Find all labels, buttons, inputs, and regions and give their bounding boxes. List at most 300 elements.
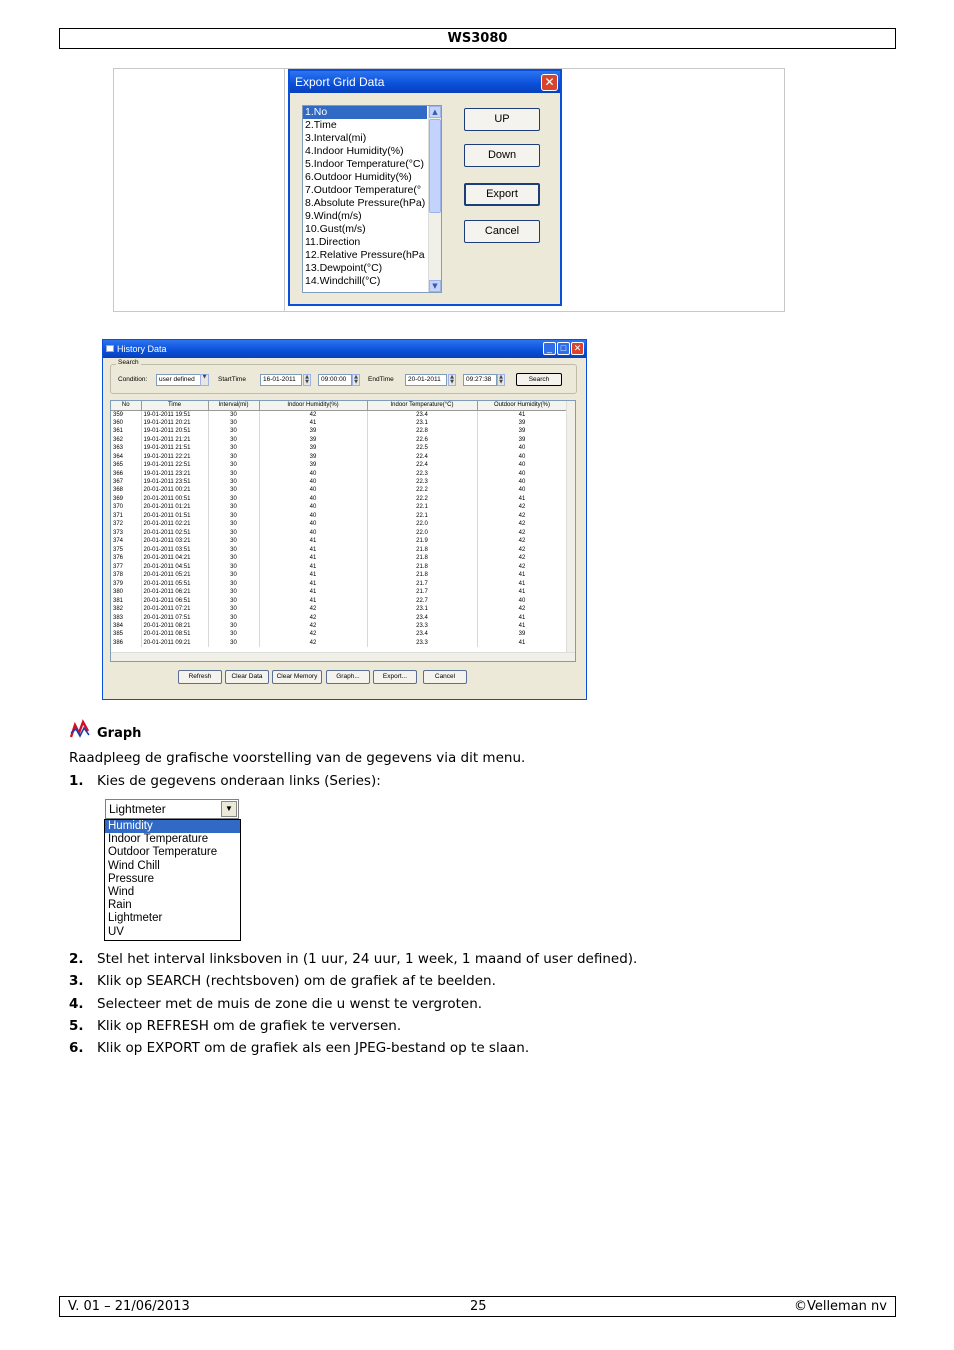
table-cell: 378 bbox=[111, 571, 141, 579]
table-cell: 371 bbox=[111, 512, 141, 520]
table-cell: 40 bbox=[259, 520, 367, 528]
maximize-icon[interactable]: □ bbox=[557, 342, 570, 355]
table-row[interactable] bbox=[111, 613, 567, 621]
series-option[interactable]: Humidity bbox=[105, 820, 240, 833]
table-cell: 20-01-2011 07:21 bbox=[141, 605, 208, 613]
table-cell: 377 bbox=[111, 562, 141, 570]
table-cell: 30 bbox=[208, 562, 259, 570]
table-row[interactable] bbox=[111, 486, 567, 494]
table-cell: 368 bbox=[111, 486, 141, 494]
table-cell: 30 bbox=[208, 495, 259, 503]
table-cell: 41 bbox=[259, 579, 367, 587]
table-cell: 39 bbox=[477, 419, 567, 427]
table-cell: 42 bbox=[259, 630, 367, 638]
table-cell: 30 bbox=[208, 630, 259, 638]
table-cell: 23.3 bbox=[367, 622, 477, 630]
field-list-item[interactable]: 1.No bbox=[303, 106, 427, 119]
table-cell: 20-01-2011 01:21 bbox=[141, 503, 208, 511]
table-row[interactable] bbox=[111, 605, 567, 613]
field-list-item[interactable]: 14.Windchill(°C) bbox=[305, 275, 381, 287]
table-row[interactable] bbox=[111, 562, 567, 570]
table-cell: 382 bbox=[111, 605, 141, 613]
end-time-value: 09:27:38 bbox=[466, 376, 492, 383]
table-cell: 21.8 bbox=[367, 554, 477, 562]
table-cell: 21.8 bbox=[367, 562, 477, 570]
end-date-value: 20-01-2011 bbox=[408, 376, 441, 383]
table-cell: 20-01-2011 05:21 bbox=[141, 571, 208, 579]
search-group bbox=[110, 359, 577, 394]
table-cell: 42 bbox=[259, 639, 367, 647]
table-cell: 42 bbox=[477, 605, 567, 613]
history-title: History Data bbox=[117, 344, 167, 354]
table-row[interactable] bbox=[111, 461, 567, 469]
series-option[interactable]: Outdoor Temperature bbox=[108, 846, 218, 859]
table-cell: 22.8 bbox=[367, 427, 477, 435]
table-cell: 30 bbox=[208, 537, 259, 545]
table-cell: 30 bbox=[208, 622, 259, 630]
search-button[interactable]: Search bbox=[516, 373, 562, 386]
table-cell: 364 bbox=[111, 452, 141, 460]
table-cell: 30 bbox=[208, 605, 259, 613]
table-cell: 363 bbox=[111, 444, 141, 452]
table-cell: 19-01-2011 20:21 bbox=[141, 419, 208, 427]
table-row[interactable] bbox=[111, 579, 567, 587]
export-grid-dialog bbox=[288, 69, 562, 306]
down-button[interactable]: Down bbox=[464, 144, 540, 167]
table-cell: 40 bbox=[259, 478, 367, 486]
table-cell: 22.1 bbox=[367, 503, 477, 511]
step-number: 2. bbox=[69, 951, 84, 967]
table-cell: 30 bbox=[208, 529, 259, 537]
table-cell: 19-01-2011 22:21 bbox=[141, 452, 208, 460]
column-header[interactable]: Outdoor Humidity(%) bbox=[477, 401, 567, 410]
table-row[interactable] bbox=[111, 520, 567, 528]
table-cell: 361 bbox=[111, 427, 141, 435]
minimize-icon[interactable]: _ bbox=[543, 342, 556, 355]
close-icon[interactable]: ✕ bbox=[541, 74, 558, 91]
table-cell: 386 bbox=[111, 639, 141, 647]
table-cell: 19-01-2011 22:51 bbox=[141, 461, 208, 469]
table-cell: 42 bbox=[477, 554, 567, 562]
step-text: Kies de gegevens onderaan links (Series): bbox=[97, 773, 381, 789]
step-number: 6. bbox=[69, 1040, 84, 1056]
field-list-item[interactable]: 10.Gust(m/s) bbox=[305, 223, 366, 235]
footer-page-number: 25 bbox=[470, 1299, 487, 1314]
table-cell: 21.9 bbox=[367, 537, 477, 545]
field-list-item[interactable]: 8.Absolute Pressure(hPa) bbox=[305, 197, 426, 209]
field-list-item[interactable]: 6.Outdoor Humidity(%) bbox=[305, 171, 412, 183]
table-cell: 19-01-2011 21:51 bbox=[141, 444, 208, 452]
table-cell: 20-01-2011 00:51 bbox=[141, 495, 208, 503]
table-cell: 20-01-2011 04:21 bbox=[141, 554, 208, 562]
table-cell: 30 bbox=[208, 503, 259, 511]
table-cell: 39 bbox=[477, 435, 567, 443]
table-row[interactable] bbox=[111, 410, 567, 419]
table-cell: 19-01-2011 21:21 bbox=[141, 435, 208, 443]
table-cell: 41 bbox=[477, 410, 567, 419]
series-option[interactable]: Lightmeter bbox=[108, 912, 163, 925]
export-button[interactable]: Export... bbox=[373, 670, 417, 684]
table-cell: 30 bbox=[208, 435, 259, 443]
table-cell: 20-01-2011 02:51 bbox=[141, 529, 208, 537]
step-number: 1. bbox=[69, 773, 84, 789]
table-cell: 42 bbox=[477, 520, 567, 528]
section-intro: Raadpleeg de grafische voorstelling van de gegevens via dit menu. bbox=[69, 750, 526, 766]
table-cell: 30 bbox=[208, 444, 259, 452]
step-text: Stel het interval linksboven in (1 uur, 24 uur, 1 week, 1 maand of user defined). bbox=[97, 951, 638, 967]
field-list-item[interactable]: 9.Wind(m/s) bbox=[305, 210, 362, 222]
table-cell: 42 bbox=[259, 605, 367, 613]
scroll-up-icon[interactable]: ▲ bbox=[429, 106, 441, 118]
table-cell: 366 bbox=[111, 469, 141, 477]
table-cell: 40 bbox=[259, 503, 367, 511]
table-cell: 362 bbox=[111, 435, 141, 443]
table-cell: 42 bbox=[477, 537, 567, 545]
table-cell: 30 bbox=[208, 410, 259, 419]
step-text: Klik op REFRESH om de grafiek te verversen. bbox=[97, 1018, 402, 1034]
table-cell: 42 bbox=[259, 622, 367, 630]
table-cell: 30 bbox=[208, 596, 259, 604]
step-number: 4. bbox=[69, 996, 84, 1012]
table-cell: 30 bbox=[208, 571, 259, 579]
table-cell: 384 bbox=[111, 622, 141, 630]
table-cell: 21.7 bbox=[367, 579, 477, 587]
table-cell: 40 bbox=[259, 512, 367, 520]
table-cell: 42 bbox=[477, 546, 567, 554]
table-cell: 30 bbox=[208, 546, 259, 554]
table-cell: 22.2 bbox=[367, 486, 477, 494]
column-header[interactable]: Interval(mi) bbox=[208, 401, 259, 410]
grid-vertical-scrollbar[interactable] bbox=[566, 401, 575, 654]
table-cell: 22.6 bbox=[367, 435, 477, 443]
table-cell: 30 bbox=[208, 512, 259, 520]
close-icon[interactable]: ✕ bbox=[571, 342, 584, 355]
table-cell: 41 bbox=[259, 562, 367, 570]
table-cell: 19-01-2011 23:51 bbox=[141, 478, 208, 486]
export-button[interactable]: Export bbox=[464, 183, 540, 206]
table-cell: 42 bbox=[259, 613, 367, 621]
table-cell: 374 bbox=[111, 537, 141, 545]
table-cell: 21.7 bbox=[367, 588, 477, 596]
table-cell: 373 bbox=[111, 529, 141, 537]
chevron-down-icon[interactable]: ▼ bbox=[200, 374, 209, 386]
table-cell: 20-01-2011 07:51 bbox=[141, 613, 208, 621]
step-text: Klik op EXPORT om de grafiek als een JPEG-bestand op te slaan. bbox=[97, 1040, 530, 1056]
table-cell: 41 bbox=[477, 639, 567, 647]
field-list-item[interactable]: 2.Time bbox=[305, 119, 337, 131]
table-cell: 22.3 bbox=[367, 478, 477, 486]
table-cell: 19-01-2011 20:51 bbox=[141, 427, 208, 435]
clear-data-button[interactable]: Clear Data bbox=[225, 670, 269, 684]
field-list-item[interactable]: 5.Indoor Temperature(°C) bbox=[305, 158, 424, 170]
table-cell: 42 bbox=[477, 529, 567, 537]
table-cell: 20-01-2011 03:51 bbox=[141, 546, 208, 554]
table-cell: 39 bbox=[259, 444, 367, 452]
search-group-label: Search bbox=[118, 359, 139, 366]
table-cell: 30 bbox=[208, 579, 259, 587]
page-footer bbox=[59, 1296, 896, 1317]
table-cell: 30 bbox=[208, 478, 259, 486]
page-header: WS3080 bbox=[59, 28, 896, 49]
field-list-item[interactable]: 3.Interval(mi) bbox=[305, 132, 367, 144]
table-cell: 39 bbox=[259, 452, 367, 460]
table-cell: 379 bbox=[111, 579, 141, 587]
table-cell: 20-01-2011 06:51 bbox=[141, 596, 208, 604]
table-cell: 40 bbox=[477, 596, 567, 604]
table-cell: 20-01-2011 08:51 bbox=[141, 630, 208, 638]
table-cell: 41 bbox=[477, 622, 567, 630]
table-cell: 22.2 bbox=[367, 495, 477, 503]
table-cell: 385 bbox=[111, 630, 141, 638]
table-cell: 376 bbox=[111, 554, 141, 562]
table-cell: 23.1 bbox=[367, 419, 477, 427]
field-list-item[interactable]: 4.Indoor Humidity(%) bbox=[305, 145, 404, 157]
table-row[interactable] bbox=[111, 622, 567, 630]
table-cell: 41 bbox=[259, 596, 367, 604]
table-cell: 40 bbox=[477, 486, 567, 494]
scroll-thumb[interactable] bbox=[429, 119, 441, 213]
table-cell: 39 bbox=[259, 427, 367, 435]
table-cell: 40 bbox=[259, 469, 367, 477]
step-text: Selecteer met de muis de zone die u wenst te vergroten. bbox=[97, 996, 483, 1012]
table-cell: 20-01-2011 03:21 bbox=[141, 537, 208, 545]
condition-label: Condition: bbox=[118, 376, 148, 383]
table-cell: 30 bbox=[208, 461, 259, 469]
table-cell: 41 bbox=[259, 554, 367, 562]
table-cell: 41 bbox=[259, 419, 367, 427]
table-cell: 40 bbox=[477, 478, 567, 486]
table-cell: 30 bbox=[208, 486, 259, 494]
footer-copyright: ©Velleman nv bbox=[793, 1299, 887, 1314]
table-row[interactable] bbox=[111, 435, 567, 443]
field-list-item[interactable]: 13.Dewpoint(°C) bbox=[305, 262, 383, 274]
table-cell: 40 bbox=[259, 495, 367, 503]
column-header[interactable]: Time bbox=[141, 401, 208, 410]
graph-icon bbox=[69, 719, 91, 739]
column-header[interactable]: No bbox=[111, 401, 141, 410]
table-cell: 380 bbox=[111, 588, 141, 596]
up-button[interactable]: UP bbox=[464, 108, 540, 131]
table-cell: 22.0 bbox=[367, 529, 477, 537]
table-row[interactable] bbox=[111, 571, 567, 579]
table-cell: 41 bbox=[477, 571, 567, 579]
table-cell: 365 bbox=[111, 461, 141, 469]
table-cell: 39 bbox=[477, 427, 567, 435]
grid-header-row bbox=[111, 401, 567, 410]
table-cell: 41 bbox=[477, 495, 567, 503]
table-cell: 23.3 bbox=[367, 639, 477, 647]
table-row[interactable] bbox=[111, 630, 567, 638]
table-cell: 42 bbox=[477, 562, 567, 570]
scroll-down-icon[interactable]: ▼ bbox=[429, 280, 441, 292]
table-cell: 39 bbox=[477, 630, 567, 638]
table-row[interactable] bbox=[111, 478, 567, 486]
start-time-spinner[interactable]: ▲ ▼ bbox=[352, 374, 360, 386]
table-cell: 30 bbox=[208, 520, 259, 528]
footer-version: V. 01 – 21/06/2013 bbox=[68, 1299, 190, 1314]
table-cell: 30 bbox=[208, 554, 259, 562]
table-row[interactable] bbox=[111, 596, 567, 604]
end-time-field[interactable] bbox=[463, 374, 497, 386]
table-cell: 42 bbox=[477, 512, 567, 520]
table-cell: 41 bbox=[259, 571, 367, 579]
refresh-button[interactable]: Refresh bbox=[178, 670, 222, 684]
table-cell: 30 bbox=[208, 419, 259, 427]
export-dialog-titlebar bbox=[290, 71, 560, 93]
table-cell: 39 bbox=[259, 435, 367, 443]
clear-memory-button[interactable]: Clear Memory bbox=[272, 670, 322, 684]
table-cell: 40 bbox=[259, 486, 367, 494]
series-option[interactable]: Wind Chill bbox=[108, 859, 160, 872]
history-titlebar bbox=[103, 340, 586, 358]
start-time-label: StartTime bbox=[218, 376, 246, 383]
table-cell: 22.4 bbox=[367, 452, 477, 460]
table-cell: 22.4 bbox=[367, 461, 477, 469]
table-cell: 41 bbox=[477, 579, 567, 587]
end-date-field[interactable] bbox=[405, 374, 447, 386]
table-cell: 41 bbox=[477, 613, 567, 621]
step-text: Klik op SEARCH (rechtsboven) om de grafiek af te beelden. bbox=[97, 973, 496, 989]
step-number: 3. bbox=[69, 973, 84, 989]
table-row[interactable] bbox=[111, 639, 567, 647]
table-cell: 20-01-2011 00:21 bbox=[141, 486, 208, 494]
window-icon bbox=[106, 345, 114, 352]
table-cell: 383 bbox=[111, 613, 141, 621]
table-cell: 20-01-2011 08:21 bbox=[141, 622, 208, 630]
table-cell: 20-01-2011 01:51 bbox=[141, 512, 208, 520]
table-cell: 30 bbox=[208, 613, 259, 621]
table-cell: 40 bbox=[477, 452, 567, 460]
table-cell: 20-01-2011 09:21 bbox=[141, 639, 208, 647]
table-row[interactable] bbox=[111, 588, 567, 596]
table-cell: 20-01-2011 02:21 bbox=[141, 520, 208, 528]
table-row[interactable] bbox=[111, 512, 567, 520]
table-cell: 23.4 bbox=[367, 630, 477, 638]
end-date-spinner[interactable]: ▲ ▼ bbox=[448, 374, 456, 386]
table-cell: 22.1 bbox=[367, 512, 477, 520]
table-cell: 30 bbox=[208, 469, 259, 477]
table-cell: 372 bbox=[111, 520, 141, 528]
table-cell: 359 bbox=[111, 410, 141, 419]
series-option[interactable]: Wind bbox=[108, 885, 135, 898]
table-cell: 23.4 bbox=[367, 410, 477, 419]
series-option[interactable]: Indoor Temperature bbox=[108, 833, 209, 846]
table-row[interactable] bbox=[111, 529, 567, 537]
column-header[interactable]: Indoor Temperature(°C) bbox=[367, 401, 477, 410]
table-cell: 22.5 bbox=[367, 444, 477, 452]
table-cell: 23.1 bbox=[367, 605, 477, 613]
cancel-button[interactable]: Cancel bbox=[423, 670, 467, 684]
table-cell: 20-01-2011 04:51 bbox=[141, 562, 208, 570]
start-time-value: 09:00:00 bbox=[321, 376, 347, 383]
series-option[interactable]: UV bbox=[108, 925, 124, 938]
graph-button[interactable]: Graph... bbox=[326, 670, 370, 684]
table-cell: 22.7 bbox=[367, 596, 477, 604]
table-cell: 22.3 bbox=[367, 469, 477, 477]
table-row[interactable] bbox=[111, 503, 567, 511]
table-cell: 40 bbox=[477, 444, 567, 452]
frame-divider bbox=[284, 69, 285, 311]
table-cell: 360 bbox=[111, 419, 141, 427]
field-list-item[interactable]: 11.Direction bbox=[305, 236, 361, 248]
field-list-item[interactable]: 7.Outdoor Temperature(° bbox=[305, 184, 422, 196]
table-cell: 30 bbox=[208, 452, 259, 460]
table-cell: 369 bbox=[111, 495, 141, 503]
table-row[interactable] bbox=[111, 452, 567, 460]
table-cell: 30 bbox=[208, 639, 259, 647]
table-cell: 41 bbox=[259, 546, 367, 554]
end-time-label: EndTime bbox=[368, 376, 394, 383]
table-cell: 20-01-2011 05:51 bbox=[141, 579, 208, 587]
table-cell: 23.4 bbox=[367, 613, 477, 621]
field-list-item[interactable]: 12.Relative Pressure(hPa bbox=[305, 249, 425, 261]
start-time-field[interactable] bbox=[318, 374, 352, 386]
step-number: 5. bbox=[69, 1018, 84, 1034]
grid-horizontal-scrollbar[interactable] bbox=[111, 652, 576, 661]
start-date-field[interactable] bbox=[260, 374, 302, 386]
series-dropdown[interactable] bbox=[105, 799, 239, 819]
condition-value: user defined bbox=[159, 376, 195, 383]
history-data-window bbox=[102, 339, 587, 700]
table-cell: 41 bbox=[259, 588, 367, 596]
start-date-value: 16-01-2011 bbox=[263, 376, 296, 383]
series-options-list[interactable] bbox=[104, 819, 241, 941]
table-cell: 41 bbox=[259, 537, 367, 545]
cancel-button[interactable]: Cancel bbox=[464, 220, 540, 243]
table-cell: 375 bbox=[111, 546, 141, 554]
table-cell: 22.0 bbox=[367, 520, 477, 528]
series-option[interactable]: Rain bbox=[108, 899, 132, 912]
table-row[interactable] bbox=[111, 554, 567, 562]
history-grid[interactable] bbox=[110, 400, 576, 662]
table-cell: 40 bbox=[477, 461, 567, 469]
table-cell: 30 bbox=[208, 588, 259, 596]
series-option[interactable]: Pressure bbox=[108, 872, 155, 885]
table-cell: 21.8 bbox=[367, 571, 477, 579]
table-cell: 39 bbox=[259, 461, 367, 469]
table-row[interactable] bbox=[111, 546, 567, 554]
table-cell: 21.8 bbox=[367, 546, 477, 554]
table-row[interactable] bbox=[111, 427, 567, 435]
table-cell: 40 bbox=[477, 469, 567, 477]
table-cell: 19-01-2011 23:21 bbox=[141, 469, 208, 477]
table-cell: 20-01-2011 06:21 bbox=[141, 588, 208, 596]
table-cell: 42 bbox=[477, 503, 567, 511]
export-dialog-title: Export Grid Data bbox=[295, 75, 385, 89]
field-list-scrollbar[interactable] bbox=[428, 106, 441, 292]
table-cell: 30 bbox=[208, 427, 259, 435]
table-row[interactable] bbox=[111, 537, 567, 545]
table-row[interactable] bbox=[111, 495, 567, 503]
table-cell: 381 bbox=[111, 596, 141, 604]
table-row[interactable] bbox=[111, 419, 567, 427]
column-header[interactable]: Indoor Humidity(%) bbox=[259, 401, 367, 410]
chevron-down-icon[interactable]: ▼ bbox=[221, 801, 237, 817]
table-row[interactable] bbox=[111, 469, 567, 477]
table-cell: 40 bbox=[259, 529, 367, 537]
table-cell: 42 bbox=[259, 410, 367, 419]
series-selected: Lightmeter bbox=[109, 802, 166, 816]
table-cell: 19-01-2011 19:51 bbox=[141, 410, 208, 419]
table-cell: 367 bbox=[111, 478, 141, 486]
table-cell: 370 bbox=[111, 503, 141, 511]
start-date-spinner[interactable]: ▲ ▼ bbox=[303, 374, 311, 386]
end-time-spinner[interactable]: ▲ ▼ bbox=[497, 374, 505, 386]
field-list[interactable] bbox=[302, 105, 442, 293]
table-cell: 41 bbox=[477, 588, 567, 596]
section-heading: Graph bbox=[97, 726, 142, 741]
table-row[interactable] bbox=[111, 444, 567, 452]
